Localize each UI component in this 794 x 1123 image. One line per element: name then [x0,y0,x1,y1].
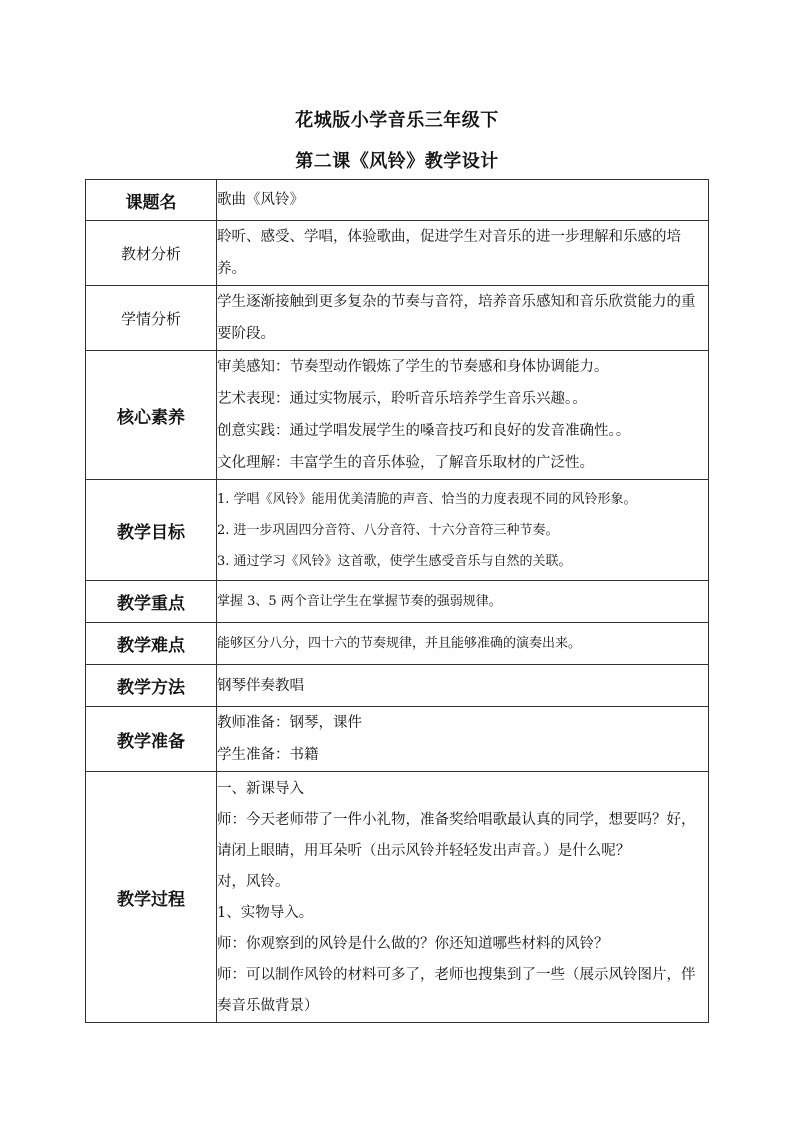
literacy-line: 创意实践：通过学唱发展学生的嗓音技巧和良好的发音准确性。。 [217,423,631,439]
process-line: 师：今天老师带了一件小礼物，准备奖给唱歌最认真的同学，想要吗？好，请闭上眼睛，用耳朵听（出示风铃并轻轻发出声音。）是什么呢？ [217,812,696,859]
table-row-goals [86,480,709,581]
table-row-difficulties [86,623,709,665]
table-row-preparation [86,707,709,772]
goal-item: 3. 通过学习《风铃》这首歌，使学生感受音乐与自然的关联。 [217,553,572,569]
goal-item: 2. 进一步巩固四分音符、八分音符、十六分音符三种节奏。 [217,522,559,538]
row-value-preparation [217,707,709,772]
row-value-literacy [217,351,709,480]
process-line: 对，风铃。 [217,874,290,890]
row-label-material: 教材分析 [86,221,217,286]
row-label-process: 教学过程 [86,772,217,1023]
process-line: 师：你观察到的风铃是什么做的？你还知道哪些材料的风铃？ [217,936,609,952]
goal-item: 1. 学唱《风铃》能用优美清脆的声音、恰当的力度表现不同的风铃形象。 [217,491,637,507]
row-label-goals: 教学目标 [86,480,217,581]
preparation-line: 教师准备：钢琴，课件 [217,715,362,731]
process-line: 一、新课导入 [217,781,304,797]
table-row-key-points [86,581,709,623]
literacy-line: 艺术表现：通过实物展示，聆听音乐培养学生音乐兴趣。。 [217,391,587,407]
row-label-preparation: 教学准备 [86,707,217,772]
row-value-students: 学生逐渐接触到更多复杂的节奏与音符，培养音乐感知和音乐欣赏能力的重要阶段。 [217,286,709,351]
lesson-plan-table [85,179,709,1023]
document-subtitle: 第二课《风铃》教学设计 [295,151,499,172]
row-label-key-points: 教学重点 [86,581,217,623]
table-row-process [86,772,709,1023]
document-title: 花城版小学音乐三年级下 [295,110,499,131]
row-label-topic: 课题名 [86,180,217,221]
row-label-students: 学情分析 [86,286,217,351]
literacy-line: 文化理解：丰富学生的音乐体验，了解音乐取材的广泛性。 [217,455,594,471]
row-value-goals [217,480,709,581]
row-value-topic: 歌曲《风铃》 [217,180,709,221]
row-value-process [217,772,709,1023]
preparation-line: 学生准备：书籍 [217,747,319,763]
table-row-students [86,286,709,351]
literacy-line: 审美感知：节奏型动作锻炼了学生的节奏感和身体协调能力。 [217,359,609,375]
row-label-literacy: 核心素养 [86,351,217,480]
row-label-method: 教学方法 [86,665,217,707]
table-row-method [86,665,709,707]
process-line: 1、实物导入。 [217,905,314,921]
table-row-literacy [86,351,709,480]
table-row-material [86,221,709,286]
row-value-method: 钢琴伴奏教唱 [217,665,709,707]
row-value-difficulties: 能够区分八分，四十六的节奏规律，并且能够准确的演奏出来。 [217,623,709,665]
row-label-difficulties: 教学难点 [86,623,217,665]
row-value-material: 聆听、感受、学唱，体验歌曲，促进学生对音乐的进一步理解和乐感的培养。 [217,221,709,286]
process-line: 师：可以制作风铃的材料可多了，老师也搜集到了一些（展示风铃图片，伴奏音乐做背景） [217,967,696,1014]
row-value-key-points: 掌握 3、5 两个音让学生在掌握节奏的强弱规律。 [217,581,709,623]
table-row-topic [86,180,709,221]
